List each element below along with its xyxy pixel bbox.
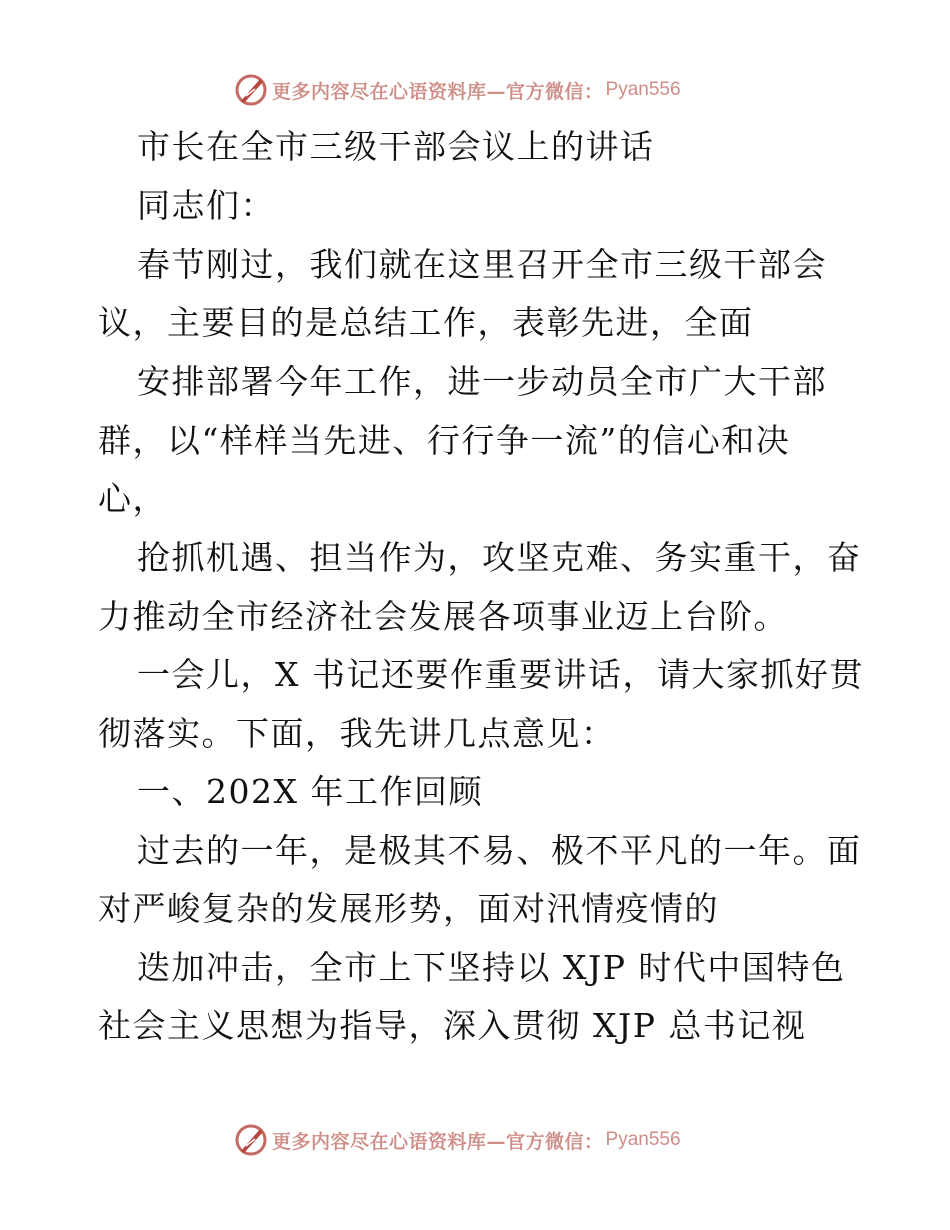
watermark-account: Pyan556	[605, 79, 681, 100]
document-title: 市长在全市三级干部会议上的讲话	[137, 127, 655, 166]
paragraph-line: 心，	[98, 479, 167, 518]
paragraph-line: 彻落实。下面，我先讲几点意见：	[98, 714, 616, 753]
paragraph-line: 议，主要目的是总结工作，表彰先进，全面	[98, 303, 754, 342]
footer-watermark	[233, 1122, 681, 1158]
quill-logo-icon	[233, 72, 269, 108]
paragraph-line: 一会儿，X 书记还要作重要讲话，请大家抓好贯	[137, 655, 864, 694]
watermark-text: 更多内容尽在心语资料库—官方微信：	[272, 1130, 604, 1153]
salutation: 同志们：	[137, 186, 275, 225]
paragraph-line: 迭加冲击，全市上下坚持以 XJP 时代中国特色	[137, 948, 846, 987]
paragraph-line: 过去的一年，是极其不易、极不平凡的一年。面	[137, 831, 862, 870]
paragraph-line: 春节刚过，我们就在这里召开全市三级干部会	[137, 245, 827, 284]
header-watermark	[233, 72, 681, 108]
watermark-text: 更多内容尽在心语资料库—官方微信：	[272, 80, 604, 103]
paragraph-line: 安排部署今年工作，进一步动员全市广大干部	[137, 362, 827, 401]
paragraph-line: 群，以“样样当先进、行行争一流”的信心和决	[98, 421, 791, 460]
paragraph-line: 社会主义思想为指导，深入贯彻 XJP 总书记视	[98, 1006, 807, 1045]
watermark-account: Pyan556	[605, 1129, 681, 1150]
section-heading: 一、202X 年工作回顾	[137, 772, 483, 811]
paragraph-line: 抢抓机遇、担当作为，攻坚克难、务实重干，奋	[137, 538, 862, 577]
paragraph-line: 对严峻复杂的发展形势，面对汛情疫情的	[98, 889, 719, 928]
paragraph-line: 力推动全市经济社会发展各项事业迈上台阶。	[98, 597, 788, 636]
quill-logo-icon	[233, 1122, 269, 1158]
